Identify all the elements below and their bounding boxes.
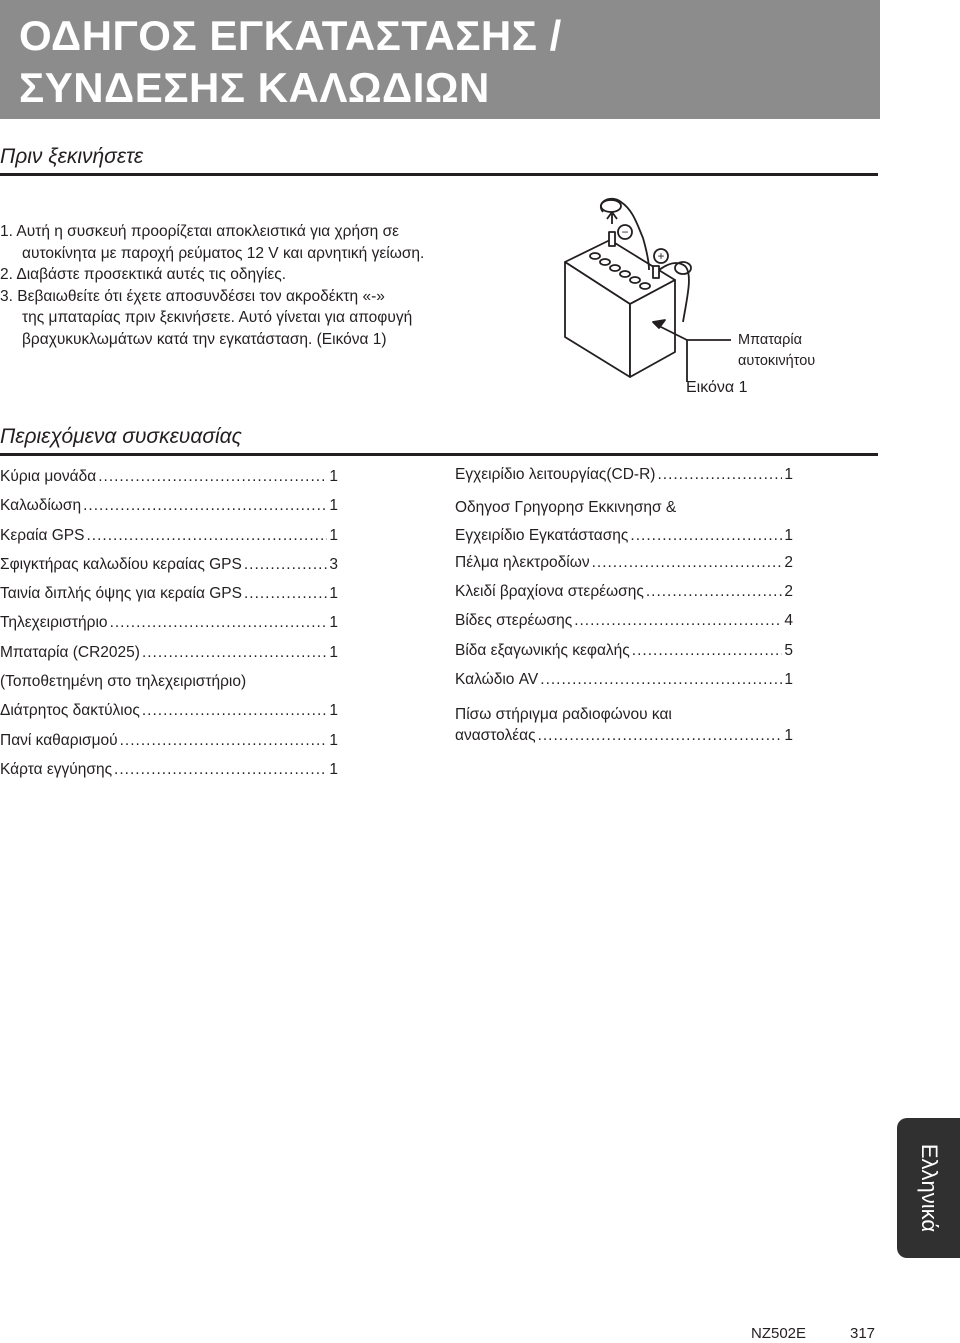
leader-dots	[630, 527, 782, 545]
leader-dots	[632, 642, 783, 660]
minus-symbol: −	[621, 225, 629, 239]
list-item	[455, 642, 793, 671]
leader-dots	[244, 585, 327, 603]
list-item-line: 2. Διαβάστε προσεκτικά αυτές τις οδηγίες.	[0, 266, 287, 283]
list-item	[455, 495, 793, 554]
item-label: Πανί καθαρισμού	[0, 731, 118, 749]
leader-dots	[142, 644, 327, 662]
leader-dots	[646, 583, 783, 601]
item-qty: 1	[329, 760, 338, 778]
item-label: αναστολέας	[455, 727, 536, 745]
item-qty: 1	[329, 526, 338, 544]
list-item	[0, 585, 338, 614]
before-start-heading: Πριν ξεκινήσετε	[0, 144, 878, 176]
leader-dots	[574, 612, 782, 630]
item-qty: 2	[784, 583, 793, 601]
item-qty: 1	[329, 468, 338, 485]
page-title-line2: ΣΥΝΔΕΣΗΣ ΚΑΛΩΔΙΩΝ	[19, 64, 490, 111]
item-label-line1: Οδηγοσ Γρηγορησ Εκκινησησ &	[455, 499, 677, 517]
list-item	[0, 286, 424, 351]
list-item	[0, 732, 338, 761]
page-title	[19, 10, 562, 114]
list-item-line: 1. Αυτή η συσκευή προορίζεται αποκλειστικά για χρήση σε	[0, 223, 400, 240]
item-label: Τηλεχειριστήριο	[0, 614, 108, 632]
battery-label-line2: αυτοκινήτου	[738, 353, 816, 369]
leader-dots	[657, 466, 782, 484]
list-item	[0, 221, 424, 264]
item-label: Κλειδί βραχίονα στερέωσης	[455, 583, 644, 601]
leader-dots	[142, 702, 328, 720]
item-qty: 5	[784, 641, 793, 659]
item-label: Εγχειρίδιο λειτουργίας(CD-R)	[455, 466, 656, 483]
list-item	[0, 644, 338, 673]
battery-label	[738, 330, 815, 372]
list-item	[0, 614, 338, 643]
battery-label-line1: Μπαταρία	[738, 332, 803, 348]
item-label: Κεραία GPS	[0, 526, 85, 544]
list-item	[0, 264, 424, 286]
leader-dots	[120, 732, 328, 750]
leader-dots	[83, 497, 327, 515]
item-qty: 1	[329, 497, 338, 515]
leader-dots	[538, 727, 783, 745]
item-qty: 2	[784, 553, 793, 571]
package-contents-heading: Περιεχόμενα συσκευασίας	[0, 424, 878, 456]
item-label: Εγχειρίδιο Εγκατάστασης	[455, 527, 629, 545]
item-label: Ταινία διπλής όψης για κεραία GPS	[0, 585, 242, 603]
battery-illustration	[555, 192, 855, 407]
plus-symbol: +	[657, 249, 665, 263]
list-item	[0, 556, 338, 585]
list-item-line: της μπαταρίας πριν ξεκινήσετε. Αυτό γίνεται για αποφυγή	[22, 309, 413, 326]
item-qty: 1	[784, 466, 793, 483]
before-start-list	[0, 221, 424, 350]
list-item	[455, 700, 793, 748]
language-tab-label: Ελληνικά	[916, 1143, 942, 1233]
list-item	[455, 671, 793, 700]
language-tab	[897, 1118, 960, 1258]
leader-dots	[110, 614, 328, 632]
list-item	[455, 583, 793, 612]
package-contents-left	[0, 468, 338, 790]
figure-caption: Εικόνα 1	[686, 379, 748, 396]
item-qty: 3	[329, 555, 338, 573]
item-qty: 1	[329, 643, 338, 661]
list-item	[0, 527, 338, 556]
item-label: Καλώδιο AV	[455, 671, 539, 689]
item-qty: 1	[329, 731, 338, 749]
list-item	[455, 554, 793, 583]
leader-dots	[86, 527, 327, 545]
model-number: NZ502E	[751, 1325, 807, 1342]
page-title-line1: ΟΔΗΓΟΣ ΕΓΚΑΤΑΣΤΑΣΗΣ /	[19, 12, 562, 59]
list-item-line: αυτοκίνητα με παροχή ρεύματος 12 V και αρνητική γείωση.	[22, 244, 425, 262]
list-item	[0, 497, 338, 526]
package-contents-right	[455, 466, 793, 748]
item-label: Διάτρητος δακτύλιος	[0, 702, 140, 720]
title-banner	[0, 0, 880, 119]
item-qty: 1	[329, 702, 338, 720]
item-qty: 1	[784, 671, 793, 689]
leader-dots	[114, 761, 327, 779]
item-qty: 1	[329, 614, 338, 632]
item-label: Μπαταρία (CR2025)	[0, 643, 140, 661]
item-qty: 1	[784, 527, 793, 545]
list-item	[455, 612, 793, 641]
item-label: Καλωδίωση	[0, 497, 82, 515]
list-item	[0, 702, 338, 731]
item-label: Κύρια μονάδα	[0, 468, 97, 485]
list-item	[455, 466, 793, 495]
leader-dots	[592, 554, 783, 572]
item-qty: 1	[329, 585, 338, 603]
list-item	[0, 468, 338, 497]
list-item	[0, 761, 338, 790]
leader-dots	[244, 556, 328, 574]
list-item-line: βραχυκυκλωμάτων κατά την εγκατάσταση. (Εικόνα 1)	[22, 330, 387, 348]
item-label: Σφιγκτήρας καλωδίου κεραίας GPS	[0, 555, 242, 573]
item-qty: 4	[784, 612, 793, 630]
item-label: Πέλμα ηλεκτροδίων	[455, 553, 590, 571]
list-item-line: 3. Βεβαιωθείτε ότι έχετε αποσυνδέσει τον ακροδέκτη «-»	[0, 287, 385, 305]
item-qty: 1	[784, 727, 793, 745]
item-label: Βίδες στερέωσης	[455, 612, 573, 630]
leader-dots	[98, 468, 327, 486]
item-label-line1: Πίσω στήριγμα ραδιοφώνου και	[455, 706, 672, 724]
item-label: Κάρτα εγγύησης	[0, 760, 113, 778]
item-label: Βίδα εξαγωνικής κεφαλής	[455, 641, 630, 659]
page-number: 317	[850, 1325, 876, 1342]
list-item-note: (Τοποθετημένη στο τηλεχειριστήριο)	[0, 673, 247, 691]
leader-dots	[540, 671, 782, 689]
